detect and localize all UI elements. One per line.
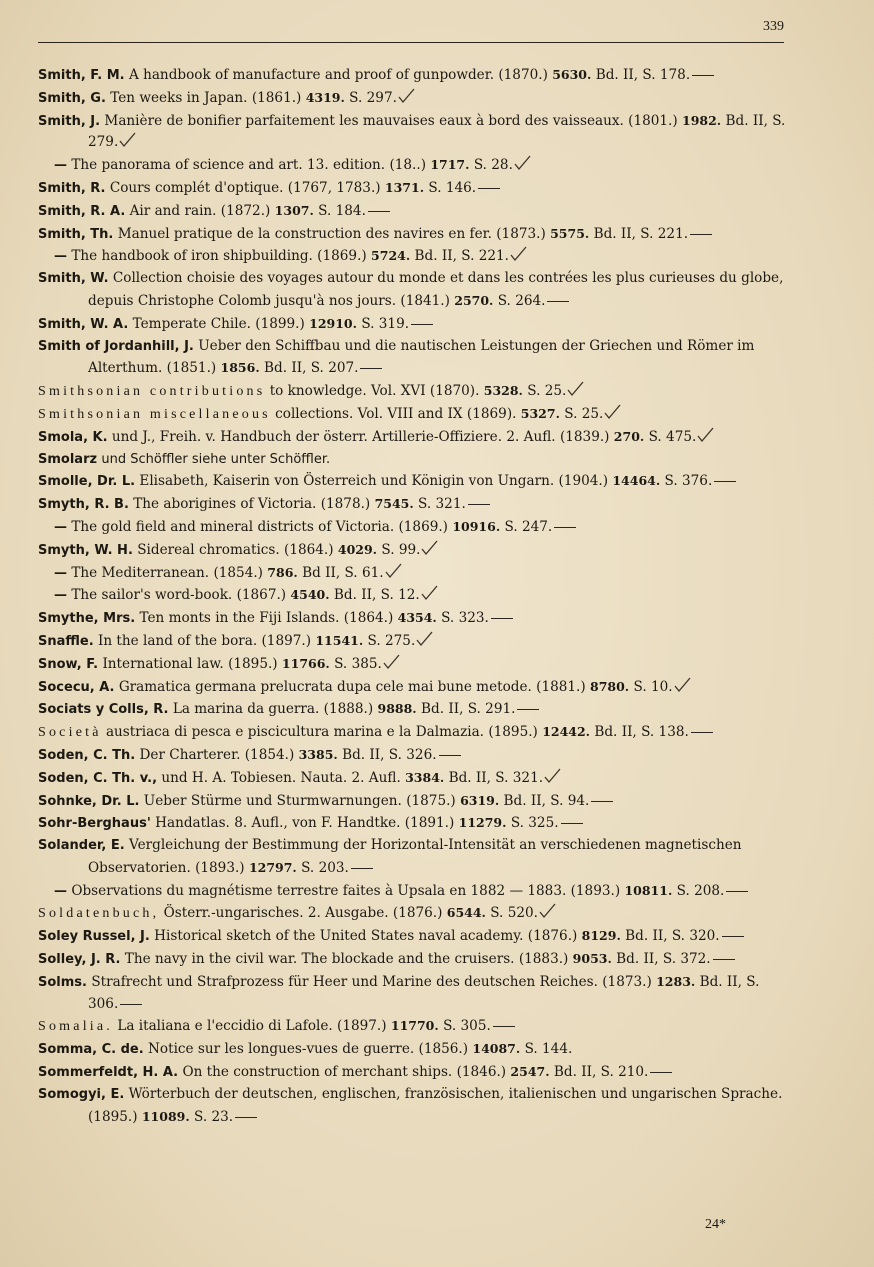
catalog-entry bbox=[38, 449, 788, 471]
entry-title: Vergleichung der Bestimmung der Horizontal-Intensität an verschiedenen magnetischen Observatorien. (1893.) bbox=[88, 837, 742, 876]
catalog-entries bbox=[38, 64, 788, 1128]
ditto-dash: — bbox=[54, 883, 67, 899]
entry-catalog-number: 1717. bbox=[430, 157, 470, 173]
entry-page-ref: Bd. II, S. 94. bbox=[503, 792, 590, 809]
entry-page-ref: S. 264. bbox=[497, 292, 546, 309]
catalog-entry bbox=[38, 630, 788, 653]
catalog-entry bbox=[38, 1038, 788, 1061]
catalog-entry bbox=[38, 1061, 788, 1084]
entry-title: La marina da guerra. (1888.) bbox=[172, 701, 374, 718]
pencil-check-icon bbox=[566, 381, 584, 397]
pencil-check-icon bbox=[509, 246, 527, 262]
pencil-dash-mark bbox=[713, 959, 735, 960]
entry-catalog-number: 3385. bbox=[298, 746, 338, 762]
entry-page-ref: Bd. II, S. 178. bbox=[595, 67, 691, 83]
entry-title: Österr.-ungarisches. 2. Ausgabe. (1876.) bbox=[163, 905, 443, 922]
entry-catalog-number: 9888. bbox=[377, 701, 417, 717]
entry-author: Somalia. bbox=[38, 1019, 113, 1035]
entry-page-ref: S. 275. bbox=[367, 632, 416, 649]
entry-author: Sommerfeldt, H. A. bbox=[38, 1065, 179, 1081]
ditto-dash: — bbox=[54, 249, 67, 265]
pencil-dash-mark bbox=[478, 188, 500, 189]
entry-page-ref: Bd. II, S. 138. bbox=[594, 724, 689, 741]
entry-title: Strafrecht und Strafprozess für Heer und Marine des deutschen Reiches. (1873.) bbox=[91, 973, 652, 990]
entry-title: The sailor's word-book. (1867.) bbox=[71, 587, 287, 604]
pencil-dash-mark bbox=[468, 504, 490, 505]
catalog-entry bbox=[38, 539, 788, 562]
entry-author: Smyth, R. B. bbox=[38, 497, 129, 513]
catalog-entry bbox=[38, 268, 788, 313]
header-rule bbox=[38, 42, 784, 43]
catalog-entry bbox=[38, 493, 788, 516]
entry-page-ref: Bd II, S. 61. bbox=[302, 564, 384, 581]
catalog-entry bbox=[38, 902, 788, 925]
entry-author: Società bbox=[38, 725, 102, 741]
entry-page-ref: S. 28. bbox=[473, 157, 513, 174]
catalog-entry bbox=[38, 87, 788, 110]
catalog-entry bbox=[38, 154, 788, 177]
entry-catalog-number: 10916. bbox=[452, 518, 501, 534]
entry-author: Smythe, Mrs. bbox=[38, 611, 136, 627]
entry-title: austriaca di pesca e piscicultura marina e la Dalmazia. (1895.) bbox=[105, 724, 538, 741]
entry-author: Smith, W. bbox=[38, 271, 109, 287]
entry-page-ref: S. 323. bbox=[441, 610, 489, 627]
entry-catalog-number: 14464. bbox=[612, 473, 661, 489]
entry-catalog-number: 11766. bbox=[281, 655, 330, 671]
entry-page-ref: Bd. II, S. 279. bbox=[88, 112, 786, 151]
catalog-entry bbox=[38, 336, 788, 381]
pencil-dash-mark bbox=[726, 891, 748, 892]
entry-catalog-number: 11089. bbox=[141, 1108, 190, 1124]
entry-title: Notice sur les longues-vues de guerre. (1856.) bbox=[148, 1041, 469, 1058]
entry-title: und Schöffler siehe unter Schöffler. bbox=[101, 451, 331, 467]
entry-catalog-number: 2547. bbox=[510, 1064, 550, 1080]
pencil-check-icon bbox=[603, 404, 621, 420]
entry-catalog-number: 5327. bbox=[520, 405, 560, 421]
ditto-dash: — bbox=[54, 588, 67, 604]
pencil-dash-mark bbox=[591, 801, 613, 802]
entry-catalog-number: 270. bbox=[613, 428, 645, 444]
entry-title: und J., Freih. v. Handbuch der österr. Artillerie-Offiziere. 2. Aufl. (1839.) bbox=[111, 428, 610, 445]
entry-author: Soden, C. Th. bbox=[38, 747, 136, 763]
entry-title: collections. Vol. VIII and IX (1869). bbox=[275, 405, 517, 422]
entry-title: The aborigines of Victoria. (1878.) bbox=[133, 496, 371, 513]
catalog-entry bbox=[38, 426, 788, 449]
pencil-dash-mark bbox=[690, 234, 712, 235]
entry-author: Solms. bbox=[38, 974, 87, 990]
entry-author: Snow, F. bbox=[38, 656, 99, 672]
entry-title: Ten weeks in Japan. (1861.) bbox=[110, 89, 302, 106]
pencil-dash-mark bbox=[351, 868, 373, 869]
entry-page-ref: S. 203. bbox=[301, 859, 349, 876]
entry-catalog-number: 11279. bbox=[458, 815, 507, 831]
entry-title: Ten monts in the Fiji Islands. (1864.) bbox=[139, 610, 394, 627]
entry-catalog-number: 4029. bbox=[337, 541, 378, 557]
pencil-dash-mark bbox=[517, 709, 539, 710]
entry-page-ref: Bd. II, S. 221. bbox=[414, 248, 509, 265]
entry-page-ref: Bd. II, S. 306. bbox=[88, 973, 760, 1012]
entry-title: Sidereal chromatics. (1864.) bbox=[137, 541, 334, 558]
entry-page-ref: S. 385. bbox=[334, 655, 382, 672]
entry-catalog-number: 6319. bbox=[460, 792, 500, 808]
catalog-entry bbox=[38, 698, 788, 721]
entry-author: Smith, W. A. bbox=[38, 316, 129, 332]
entry-page-ref: S. 475. bbox=[648, 428, 697, 445]
catalog-entry bbox=[38, 470, 788, 493]
entry-page-ref: S. 146. bbox=[428, 179, 477, 196]
entry-title: The panorama of science and art. 13. edition. (18..) bbox=[71, 157, 426, 174]
catalog-entry bbox=[38, 744, 788, 767]
catalog-entry bbox=[38, 790, 788, 813]
entry-page-ref: Bd. II, S. 12. bbox=[333, 587, 420, 604]
entry-page-ref: S. 305. bbox=[443, 1018, 491, 1035]
entry-title: Manière de bonifier parfaitement les mauvaises eaux à bord des vaisseaux. (1801.) bbox=[104, 112, 678, 129]
entry-title: The navy in the civil war. The blockade and the cruisers. (1883.) bbox=[124, 951, 569, 968]
entry-title: Wörterbuch der deutschen, englischen, französischen, italienischen und ungarischen Sprache. (1895.) bbox=[88, 1085, 783, 1125]
entry-title: The Mediterranean. (1854.) bbox=[71, 564, 263, 581]
catalog-entry bbox=[38, 200, 788, 223]
entry-title: Ueber Stürme und Sturmwarnungen. (1875.) bbox=[143, 792, 456, 809]
entry-page-ref: S. 247. bbox=[504, 518, 553, 535]
entry-page-ref: S. 520. bbox=[490, 905, 538, 922]
signature-mark: 24* bbox=[705, 1217, 726, 1232]
entry-catalog-number: 8780. bbox=[590, 678, 630, 694]
entry-catalog-number: 1307. bbox=[274, 202, 314, 218]
entry-catalog-number: 3384. bbox=[405, 769, 445, 785]
entry-author: Solander, E. bbox=[38, 838, 125, 854]
catalog-entry bbox=[38, 516, 788, 539]
entry-page-ref: S. 297. bbox=[349, 89, 397, 106]
entry-page-ref: Bd. II, S. 321. bbox=[448, 769, 544, 786]
pencil-check-icon bbox=[415, 631, 433, 647]
entry-page-ref: Bd. II, S. 221. bbox=[593, 225, 689, 242]
catalog-entry bbox=[38, 607, 788, 630]
entry-author: Smith, R. bbox=[38, 180, 106, 196]
entry-catalog-number: 5328. bbox=[483, 383, 523, 399]
entry-author: Soley Russel, J. bbox=[38, 929, 150, 945]
entry-catalog-number: 12797. bbox=[248, 859, 297, 875]
entry-author: Socecu, A. bbox=[38, 679, 115, 695]
entry-title: Air and rain. (1872.) bbox=[129, 202, 271, 219]
entry-author: Smith, F. M. bbox=[38, 68, 125, 83]
catalog-entry bbox=[38, 64, 788, 87]
entry-page-ref: S. 321. bbox=[418, 496, 466, 513]
entry-title: The gold field and mineral districts of Victoria. (1869.) bbox=[71, 518, 448, 535]
entry-catalog-number: 1982. bbox=[682, 112, 722, 128]
catalog-entry bbox=[38, 948, 788, 971]
pencil-check-icon bbox=[696, 427, 714, 443]
entry-author: Smyth, W. H. bbox=[38, 542, 133, 558]
entry-author: Solley, J. R. bbox=[38, 952, 121, 968]
entry-author: Sohnke, Dr. L. bbox=[38, 793, 140, 809]
catalog-entry bbox=[38, 223, 788, 246]
entry-catalog-number: 1856. bbox=[220, 360, 260, 376]
entry-catalog-number: 5724. bbox=[371, 248, 411, 264]
pencil-check-icon bbox=[513, 155, 531, 171]
entry-title: International law. (1895.) bbox=[102, 655, 278, 672]
entry-catalog-number: 786. bbox=[267, 564, 298, 580]
entry-author: Soden, C. Th. v., bbox=[38, 770, 158, 786]
entry-catalog-number: 4540. bbox=[290, 587, 330, 603]
pencil-check-icon bbox=[397, 88, 415, 104]
catalog-entry bbox=[38, 403, 788, 426]
ditto-dash: — bbox=[54, 565, 67, 581]
entry-catalog-number: 4319. bbox=[305, 89, 345, 105]
pencil-dash-mark bbox=[561, 823, 583, 824]
catalog-entry bbox=[38, 812, 788, 835]
entry-page-ref: Bd. II, S. 326. bbox=[342, 746, 437, 763]
catalog-entry bbox=[38, 584, 788, 607]
entry-author: Sociats y Colls, R. bbox=[38, 702, 169, 718]
entry-catalog-number: 12910. bbox=[309, 315, 357, 331]
catalog-entry bbox=[38, 245, 788, 268]
entry-page-ref: S. 319. bbox=[361, 315, 410, 332]
catalog-entry bbox=[38, 1015, 788, 1038]
catalog-entry bbox=[38, 380, 788, 403]
entry-page-ref: S. 325. bbox=[510, 815, 559, 832]
entry-author: Smith, G. bbox=[38, 90, 106, 106]
catalog-entry bbox=[38, 653, 788, 676]
catalog-entry bbox=[38, 1084, 788, 1129]
pencil-dash-mark bbox=[714, 481, 736, 482]
entry-page-ref: S. 25. bbox=[564, 405, 604, 422]
entry-catalog-number: 4354. bbox=[397, 610, 437, 626]
entry-catalog-number: 1371. bbox=[384, 179, 425, 195]
entry-author: Smith, R. A. bbox=[38, 203, 126, 219]
entry-author: Smith of Jordanhill, J. bbox=[38, 338, 194, 354]
entry-title: Ueber den Schiffbau und die nautischen Leistungen der Griechen und Römer im Alterthum. (1851.) bbox=[88, 337, 755, 377]
entry-title: Manuel pratique de la construction des navires en fer. (1873.) bbox=[117, 225, 546, 242]
catalog-entry bbox=[38, 971, 788, 1016]
entry-page-ref: S. 25. bbox=[527, 383, 567, 400]
pencil-check-icon bbox=[382, 654, 400, 670]
entry-catalog-number: 5575. bbox=[550, 225, 590, 241]
entry-author: Somma, C. de. bbox=[38, 1042, 144, 1058]
entry-title: Historical sketch of the United States naval academy. (1876.) bbox=[154, 928, 578, 945]
catalog-entry bbox=[38, 835, 788, 880]
catalog-entry bbox=[38, 562, 788, 585]
entry-catalog-number: 5630. bbox=[552, 67, 592, 82]
entry-catalog-number: 12442. bbox=[542, 724, 591, 740]
entry-author: Soldatenbuch, bbox=[38, 906, 160, 922]
entry-title: to knowledge. Vol. XVI (1870). bbox=[269, 383, 480, 400]
entry-page-ref: Bd. II, S. 207. bbox=[264, 360, 359, 377]
entry-page-ref: S. 23. bbox=[194, 1108, 234, 1125]
entry-page-ref: S. 376. bbox=[664, 473, 713, 490]
catalog-entry bbox=[38, 721, 788, 744]
entry-page-ref: S. 10. bbox=[633, 678, 673, 695]
catalog-entry bbox=[38, 880, 788, 903]
pencil-check-icon bbox=[420, 585, 438, 601]
entry-catalog-number: 14087. bbox=[472, 1041, 521, 1057]
entry-catalog-number: 11541. bbox=[315, 632, 364, 648]
pencil-check-icon bbox=[118, 132, 136, 148]
ditto-dash: — bbox=[54, 519, 67, 535]
entry-title: Handatlas. 8. Aufl., von F. Handtke. (1891.) bbox=[155, 815, 455, 832]
catalog-entry bbox=[38, 313, 788, 336]
entry-author: Smithsonian miscellaneous bbox=[38, 406, 271, 422]
entry-author: Sohr-Berghaus' bbox=[38, 816, 151, 832]
entry-page-ref: Bd. II, S. 320. bbox=[625, 928, 720, 945]
entry-page-ref: Bd. II, S. 372. bbox=[616, 951, 711, 968]
catalog-entry bbox=[38, 110, 788, 155]
entry-title: A handbook of manufacture and proof of gunpowder. (1870.) bbox=[128, 67, 548, 83]
entry-author: Smith, Th. bbox=[38, 226, 114, 242]
entry-catalog-number: 6544. bbox=[446, 905, 486, 921]
entry-title: The handbook of iron shipbuilding. (1869.) bbox=[71, 248, 367, 265]
entry-author: Smithsonian contributions bbox=[38, 384, 266, 400]
entry-author: Smith, J. bbox=[38, 113, 101, 129]
pencil-dash-mark bbox=[493, 1026, 515, 1027]
entry-title: La italiana e l'eccidio di Lafole. (1897.) bbox=[117, 1018, 387, 1035]
entry-title: Cours complét d'optique. (1767, 1783.) bbox=[109, 179, 381, 196]
entry-title: In the land of the bora. (1897.) bbox=[97, 632, 312, 649]
entry-page-ref: S. 144. bbox=[524, 1041, 573, 1058]
page-number: 339 bbox=[763, 19, 784, 34]
entry-author: Smolarz bbox=[38, 451, 98, 467]
entry-page-ref: Bd. II, S. 210. bbox=[553, 1064, 649, 1081]
entry-author: Smola, K. bbox=[38, 429, 108, 445]
entry-title: Der Charterer. (1854.) bbox=[139, 746, 295, 763]
pencil-dash-mark bbox=[650, 1072, 672, 1073]
entry-catalog-number: 9053. bbox=[572, 951, 612, 967]
entry-title: und H. A. Tobiesen. Nauta. 2. Aufl. bbox=[161, 769, 401, 786]
pencil-check-icon bbox=[543, 768, 561, 784]
entry-title: Elisabeth, Kaiserin von Österreich und Königin von Ungarn. (1904.) bbox=[139, 473, 609, 490]
entry-author: Snaffle. bbox=[38, 633, 94, 649]
entry-page-ref: S. 208. bbox=[676, 882, 725, 899]
pencil-dash-mark bbox=[547, 301, 569, 302]
pencil-dash-mark bbox=[691, 732, 713, 733]
entry-page-ref: S. 99. bbox=[381, 541, 421, 558]
entry-author: Somogyi, E. bbox=[38, 1086, 125, 1102]
entry-catalog-number: 1283. bbox=[656, 973, 696, 989]
entry-title: Gramatica germana prelucrata dupa cele mai bune metode. (1881.) bbox=[118, 678, 586, 695]
ditto-dash: — bbox=[54, 158, 67, 174]
catalog-entry bbox=[38, 177, 788, 200]
pencil-dash-mark bbox=[692, 75, 714, 76]
pencil-dash-mark bbox=[368, 211, 390, 212]
pencil-dash-mark bbox=[411, 324, 433, 325]
entry-page-ref: S. 184. bbox=[318, 202, 366, 219]
entry-catalog-number: 11770. bbox=[390, 1018, 439, 1034]
entry-title: Collection choisie des voyages autour du monde et dans les contrées les plus curieuses du globe, depuis Christophe Colomb jusqu'à nos jours. (1841.) bbox=[88, 270, 784, 309]
entry-title: Temperate Chile. (1899.) bbox=[132, 315, 305, 332]
entry-catalog-number: 10811. bbox=[624, 882, 673, 898]
entry-title: On the construction of merchant ships. (1846.) bbox=[182, 1064, 507, 1081]
pencil-dash-mark bbox=[360, 368, 382, 369]
entry-page-ref: Bd. II, S. 291. bbox=[421, 701, 516, 718]
pencil-dash-mark bbox=[554, 527, 576, 528]
pencil-dash-mark bbox=[235, 1117, 257, 1118]
pencil-dash-mark bbox=[722, 936, 744, 937]
pencil-dash-mark bbox=[120, 1004, 142, 1005]
pencil-check-icon bbox=[384, 563, 402, 579]
pencil-dash-mark bbox=[439, 755, 461, 756]
entry-catalog-number: 8129. bbox=[581, 928, 621, 944]
entry-author: Smolle, Dr. L. bbox=[38, 474, 136, 490]
pencil-check-icon bbox=[538, 903, 556, 919]
pencil-check-icon bbox=[673, 677, 691, 693]
entry-catalog-number: 7545. bbox=[374, 496, 414, 512]
catalog-entry bbox=[38, 767, 788, 790]
entry-title: Observations du magnétisme terrestre faites à Upsala en 1882 — 1883. (1893.) bbox=[71, 882, 621, 899]
pencil-dash-mark bbox=[491, 618, 513, 619]
catalog-entry bbox=[38, 676, 788, 699]
catalog-entry bbox=[38, 925, 788, 948]
pencil-check-icon bbox=[420, 540, 438, 556]
entry-catalog-number: 2570. bbox=[454, 292, 494, 308]
